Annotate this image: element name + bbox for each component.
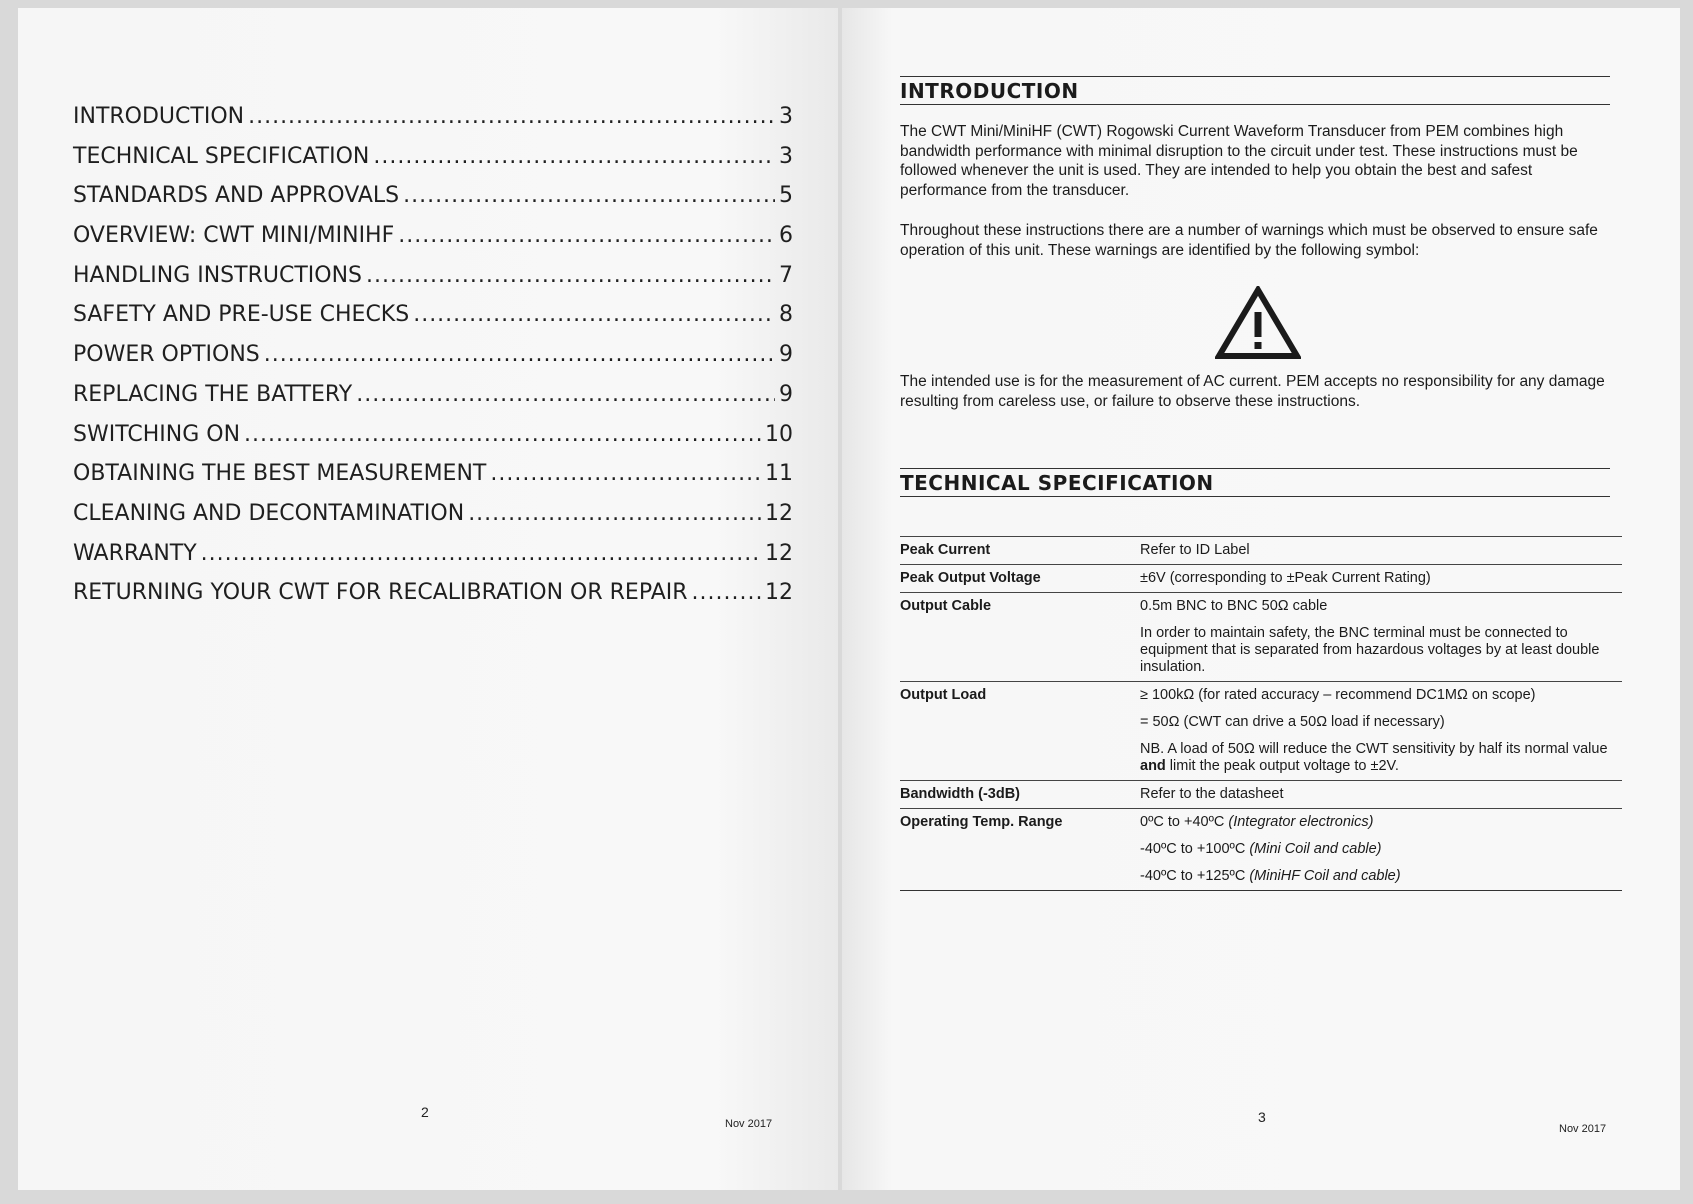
specification-table bbox=[900, 536, 1622, 891]
spec-label: Peak Output Voltage bbox=[900, 565, 1140, 593]
table-row bbox=[900, 537, 1622, 565]
table-row bbox=[900, 809, 1622, 891]
table-row bbox=[900, 565, 1622, 593]
intro-paragraph-1: The CWT Mini/MiniHF (CWT) Rogowski Current Waveform Transducer from PEM combines high bandwidth performance with minimal disruption to the circuit under test. These instructions must be followed whenever the unit is used. They are intended to help you obtain the best and safest performance from the transducer. bbox=[900, 123, 1578, 199]
spec-label: Output Load bbox=[900, 682, 1140, 781]
left-page bbox=[18, 8, 838, 1190]
spec-label: Operating Temp. Range bbox=[900, 809, 1140, 891]
spec-value: ±6V (corresponding to ±Peak Current Rating) bbox=[1140, 565, 1622, 593]
spec-label: Bandwidth (-3dB) bbox=[900, 781, 1140, 809]
table-row bbox=[900, 593, 1622, 682]
table-row bbox=[900, 781, 1622, 809]
toc-entry[interactable]: CLEANING AND DECONTAMINATION ..... 12 bbox=[73, 501, 793, 541]
intro-paragraph-3: The intended use is for the measurement of AC current. PEM accepts no responsibility for any damage resulting from careless use, or failure to observe these instructions. bbox=[900, 373, 1605, 410]
toc-entry[interactable]: RETURNING YOUR CWT FOR RECALIBRATION OR REPAIR ..... 12 bbox=[73, 580, 793, 620]
introduction-heading: INTRODUCTION bbox=[900, 76, 1610, 105]
page-date: Nov 2017 bbox=[725, 1118, 773, 1130]
warning-triangle-icon bbox=[1215, 286, 1301, 360]
toc-entry[interactable]: POWER OPTIONS ..... 9 bbox=[73, 342, 793, 382]
toc-entry[interactable]: TECHNICAL SPECIFICATION ..... 3 bbox=[73, 144, 793, 184]
load-note: NB. A load of 50Ω will reduce the CWT sensitivity by half its normal value and limit the peak output voltage to ±2V. bbox=[1140, 741, 1608, 774]
spec-value: 0.5m BNC to BNC 50Ω cable In order to maintain safety, the BNC terminal must be connected to equipment that is separated from hazardous voltages by at least double insulation. bbox=[1140, 593, 1622, 682]
toc-entry[interactable]: SWITCHING ON ..... 10 bbox=[73, 422, 793, 462]
toc-entry[interactable]: HANDLING INSTRUCTIONS ..... 7 bbox=[73, 263, 793, 303]
table-row bbox=[900, 682, 1622, 781]
page-date: Nov 2017 bbox=[1559, 1123, 1607, 1135]
spec-value: 0ºC to +40ºC (Integrator electronics) -40ºC to +100ºC (Mini Coil and cable) -40ºC to +125ºC (MiniHF Coil and cable) bbox=[1140, 809, 1622, 891]
spec-label: Peak Current bbox=[900, 537, 1140, 565]
right-page bbox=[842, 8, 1680, 1190]
intro-paragraph-2: Throughout these instructions there are a number of warnings which must be observed to ensure safe operation of this unit. These warnings are identified by the following symbol: bbox=[900, 222, 1598, 259]
toc-entry[interactable]: WARRANTY ..... 12 bbox=[73, 541, 793, 581]
toc-entry[interactable]: STANDARDS AND APPROVALS ..... 5 bbox=[73, 183, 793, 223]
toc-entry[interactable]: SAFETY AND PRE-USE CHECKS ..... 8 bbox=[73, 302, 793, 342]
spec-value: ≥ 100kΩ (for rated accuracy – recommend DC1MΩ on scope) = 50Ω (CWT can drive a 50Ω load if necessary) NB. A load of 50Ω will reduce the CWT sensitivity by half its normal value and limit the peak output voltage to ±2V. bbox=[1140, 682, 1622, 781]
page-number: 2 bbox=[421, 1104, 429, 1120]
table-of-contents bbox=[73, 104, 793, 620]
toc-entry[interactable]: INTRODUCTION ..... 3 bbox=[73, 104, 793, 144]
page-number: 3 bbox=[1258, 1109, 1266, 1125]
toc-entry[interactable]: REPLACING THE BATTERY ..... 9 bbox=[73, 382, 793, 422]
toc-entry[interactable]: OVERVIEW: CWT MINI/MINIHF ..... 6 bbox=[73, 223, 793, 263]
toc-entry[interactable]: OBTAINING THE BEST MEASUREMENT ..... 11 bbox=[73, 461, 793, 501]
spec-label: Output Cable bbox=[900, 593, 1140, 682]
technical-specification-heading: TECHNICAL SPECIFICATION bbox=[900, 468, 1610, 497]
spec-value: Refer to the datasheet bbox=[1140, 781, 1622, 809]
spec-value: Refer to ID Label bbox=[1140, 537, 1622, 565]
safety-note: In order to maintain safety, the BNC terminal must be connected to equipment that is separated from hazardous voltages by at least double insulation. bbox=[1140, 625, 1600, 675]
